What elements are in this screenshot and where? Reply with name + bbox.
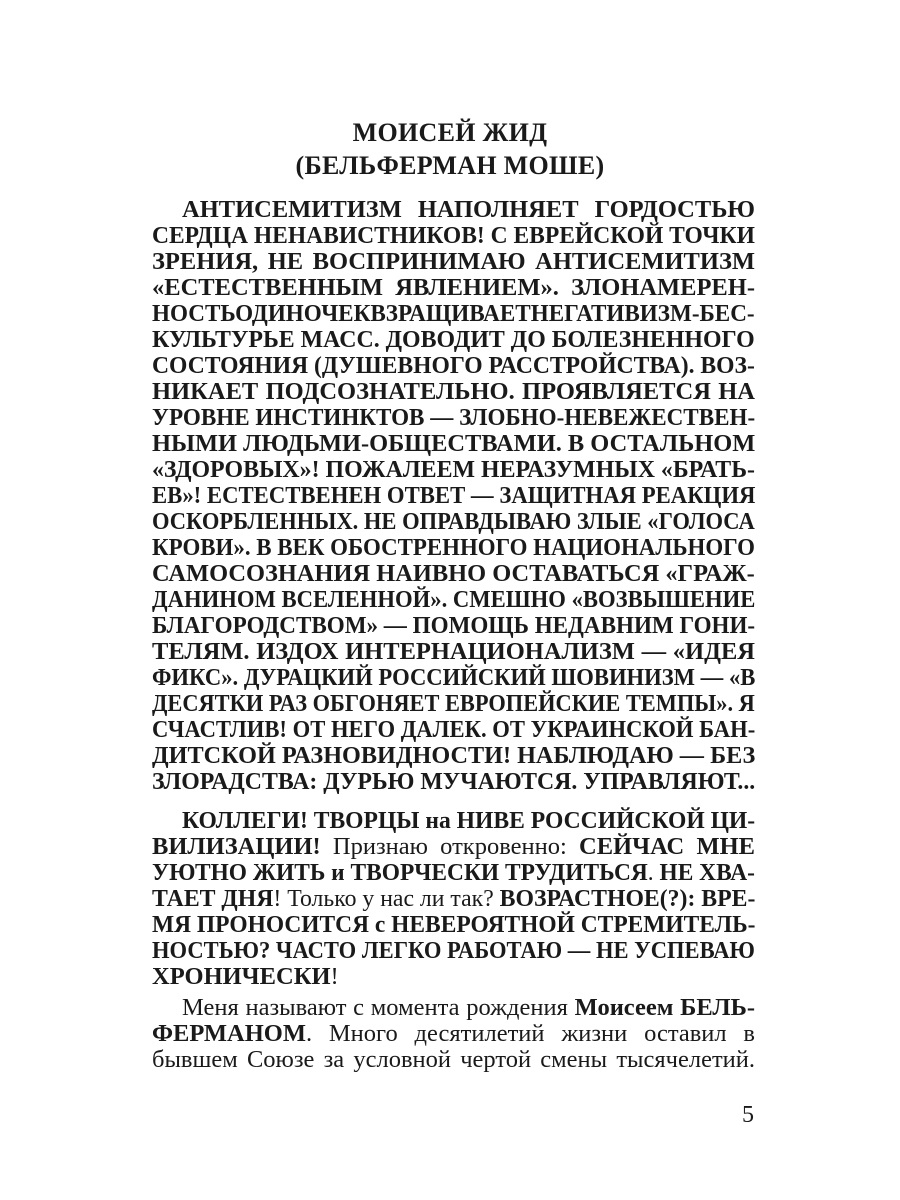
text-line: НИКАЕТ ПОДСОЗНАТЕЛЬНО. ПРОЯВЛЯЕТСЯ НА [152,378,755,405]
text-line: НОСТЬЮ? ЧАСТО ЛЕГКО РАБОТАЮ — НЕ УСПЕВАЮ [152,937,755,964]
bold-span: ВИЛИЗАЦИИ! [152,833,321,860]
text-line: ЗРЕНИЯ, НЕ ВОСПРИНИМАЮ АНТИСЕМИТИЗМ [152,248,755,275]
text-line: ДЕСЯТКИ РАЗ ОБГОНЯЕТ ЕВРОПЕЙСКИЕ ТЕМПЫ». Я [152,690,755,717]
regular-span: Меня называют с момента рождения [182,994,575,1021]
text-line [152,834,755,860]
page-number: 5 [742,1102,754,1128]
text-line: бывшем Союзе за условной чертой смены тысячелетий. [152,1046,755,1073]
paragraph-2 [152,808,755,990]
bold-span: СЕЙЧАС МНЕ [579,833,755,860]
bold-span: НЕ ХВА- [659,859,755,886]
text-line: СЧАСТЛИВ! ОТ НЕГО ДАЛЕК. ОТ УКРАИНСКОЙ БАН- [152,716,756,743]
regular-span: Признаю откровенно: [320,833,579,860]
text-line: ФИКС». ДУРАЦКИЙ РОССИЙСКИЙ ШОВИНИЗМ — «В [152,664,756,691]
text-line: КРОВИ». В ВЕК ОБОСТРЕННОГО НАЦИОНАЛЬНОГО [152,534,755,561]
paragraph-3 [152,995,755,1073]
heading-line-2: (БЕЛЬФЕРМАН МОШЕ) [295,151,605,180]
bold-span: ВОЗРАСТНОЕ(?): ВРЕ- [499,885,756,912]
text-line: ДИТСКОЙ РАЗНОВИДНОСТИ! НАБЛЮДАЮ — БЕЗ [152,742,756,769]
text-line: МЯ ПРОНОСИТСЯ с НЕВЕРОЯТНОЙ СТРЕМИТЕЛЬ- [152,911,756,938]
text-line: «ЗДОРОВЫХ»! ПОЖАЛЕЕМ НЕРАЗУМНЫХ «БРАТЬ- [152,456,755,483]
text-line: УРОВНЕ ИНСТИНКТОВ — ЗЛОБНО-НЕВЕЖЕСТВЕН- [152,404,756,431]
text-line: КУЛЬТУРЬЕ МАСС. ДОВОДИТ ДО БОЛЕЗНЕННОГО [152,326,755,353]
text-line [152,964,755,990]
bold-span: ТАЕТ ДНЯ [152,885,274,912]
bold-span: ФЕРМАНОМ [152,1020,306,1047]
text-line: КОЛЛЕГИ! ТВОРЦЫ на НИВЕ РОССИЙСКОЙ ЦИ- [182,807,756,834]
text-line [152,860,755,886]
text-line: «ЕСТЕСТВЕННЫМ ЯВЛЕНИЕМ». ЗЛОНАМЕРЕН- [152,274,755,301]
regular-span: ! Только у нас ли так? [273,885,500,912]
regular-span: . Много десятилетий жизни оставил в [305,1020,755,1047]
text-line: ЕВ»! ЕСТЕСТВЕНЕН ОТВЕТ — ЗАЩИТНАЯ РЕАКЦИЯ [152,482,756,509]
text-line: СЕРДЦА НЕНАВИСТНИКОВ! С ЕВРЕЙСКОЙ ТОЧКИ [152,222,755,249]
text-line: АНТИСЕМИТИЗМ НАПОЛНЯЕТ ГОРДОСТЬЮ [182,196,755,223]
text-line [152,886,755,912]
text-line: ТЕЛЯМ. ИЗДОХ ИНТЕРНАЦИОНАЛИЗМ — «ИДЕЯ [152,638,755,665]
text-line: БЛАГОРОДСТВОМ» — ПОМОЩЬ НЕДАВНИМ ГОНИ- [152,612,756,639]
bold-span: ХРОНИЧЕСКИ [152,963,331,990]
chapter-heading [150,116,750,182]
regular-span: . [647,859,660,886]
text-line: ДАНИНОМ ВСЕЛЕННОЙ». СМЕШНО «ВОЗВЫШЕНИЕ [152,586,756,613]
text-line: НЫМИ ЛЮДЬМИ-ОБЩЕСТВАМИ. В ОСТАЛЬНОМ [152,430,756,457]
text-line [152,1021,755,1047]
regular-span: ! [330,963,339,990]
paragraph-1 [152,197,755,795]
text-line: НОСТЬОДИНОЧЕКВЗРАЩИВАЕТНЕГАТИВИЗМ-БЕС- [152,300,755,327]
text-line: ЗЛОРАДСТВА: ДУРЬЮ МУЧАЮТСЯ. УПРАВЛЯЮТ... [152,768,756,795]
text-line: ОСКОРБЛЕННЫХ. НЕ ОПРАВДЫВАЮ ЗЛЫЕ «ГОЛОСА [152,508,755,535]
heading-line-1: МОИСЕЙ ЖИД [352,118,548,147]
text-line: СОСТОЯНИЯ (ДУШЕВНОГО РАССТРОЙСТВА). ВОЗ- [152,352,755,379]
text-line: САМОСОЗНАНИЯ НАИВНО ОСТАВАТЬСЯ «ГРАЖ- [152,560,755,587]
bold-span: Моисеем БЕЛЬ- [574,994,756,1021]
bold-span: УЮТНО ЖИТЬ и ТВОРЧЕСКИ ТРУДИТЬСЯ [152,859,648,886]
text-line [152,995,755,1021]
